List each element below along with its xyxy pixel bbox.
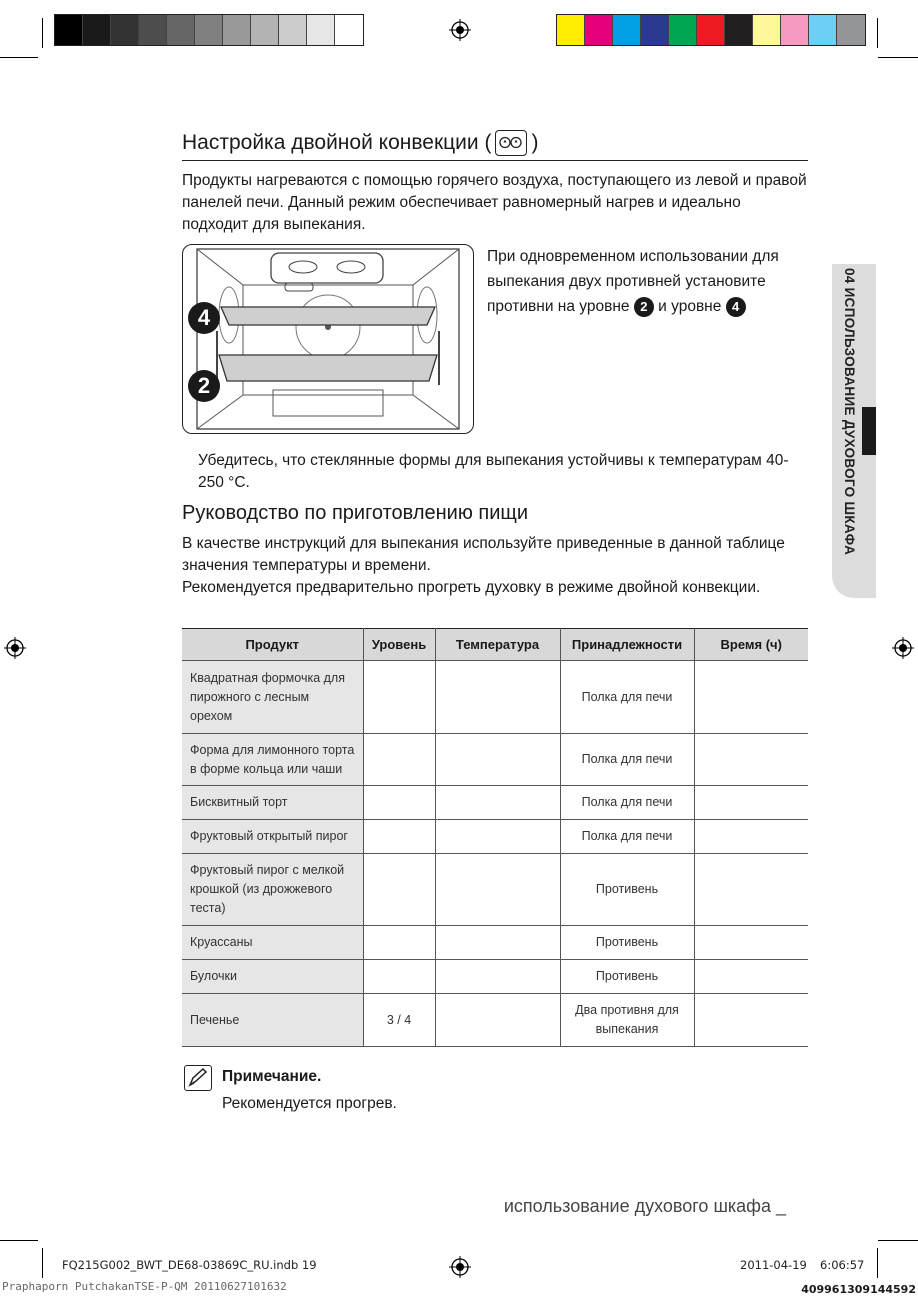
crop-mark	[42, 1248, 43, 1278]
operator-slug: Praphaporn PutchakanTSE-P-QM 20110627101632	[2, 1280, 287, 1293]
table-row	[182, 734, 808, 786]
color-swatch	[279, 15, 307, 45]
color-swatch	[697, 15, 725, 45]
section-title-close: )	[531, 131, 539, 154]
crop-mark	[0, 57, 38, 58]
time-cell	[694, 960, 808, 994]
print-time: 6:06:57	[820, 1258, 865, 1272]
level-2-badge: 2	[188, 370, 220, 402]
table-row	[182, 820, 808, 854]
temp-cell	[435, 786, 560, 820]
accessory-cell: Противень	[560, 854, 694, 926]
table-header: Время (ч)	[694, 629, 808, 661]
guide-text-1: В качестве инструкций для выпекания используйте приведенные в данной таблице значения температуры и времени.	[182, 535, 785, 574]
table-header-row	[182, 629, 808, 661]
temp-cell	[435, 820, 560, 854]
level-cell	[363, 926, 435, 960]
chapter-tab-label: 04 ИСПОЛЬЗОВАНИЕ ДУХОВОГО ШКАФА	[842, 268, 857, 556]
time-cell	[694, 820, 808, 854]
temp-cell	[435, 661, 560, 734]
accessory-cell: Противень	[560, 960, 694, 994]
note-title: Примечание.	[222, 1068, 322, 1085]
cooking-table	[182, 628, 808, 1047]
temp-cell	[435, 960, 560, 994]
level-b-badge: 4	[726, 297, 746, 317]
color-swatch	[251, 15, 279, 45]
accessory-cell: Два противня для выпекания	[560, 994, 694, 1047]
gray-swatch-strip	[54, 14, 364, 46]
crop-mark	[42, 18, 43, 48]
accessory-cell: Полка для печи	[560, 661, 694, 734]
registration-mark-icon	[4, 637, 26, 659]
crop-mark	[0, 1240, 38, 1241]
page-footer-label: использование духового шкафа _	[503, 1196, 786, 1216]
file-slug: FQ215G002_BWT_DE68-03869C_RU.indb 19	[62, 1258, 317, 1272]
color-swatch	[335, 15, 363, 45]
color-swatch	[641, 15, 669, 45]
table-header: Уровень	[363, 629, 435, 661]
intro-paragraph: Продукты нагреваются с помощью горячего воздуха, поступающего из левой и правой панелей печи. Данный режим обеспечивает равномерный нагрев и идеально подходит для выпекания.	[182, 172, 807, 233]
accessory-cell: Противень	[560, 926, 694, 960]
table-row	[182, 786, 808, 820]
color-swatch	[585, 15, 613, 45]
note-text: Рекомендуется прогрев.	[222, 1095, 397, 1112]
temp-cell	[435, 734, 560, 786]
tray-levels-text-1: При одновременном использовании для выпекания двух противней установите противни на уровне	[487, 248, 779, 315]
crop-mark	[877, 1248, 878, 1278]
product-cell: Форма для лимонного торта в форме кольца или чаши	[182, 734, 363, 786]
accessory-cell: Полка для печи	[560, 820, 694, 854]
product-cell: Фруктовый пирог с мелкой крошкой (из дрожжевого теста)	[182, 854, 363, 926]
color-swatch	[613, 15, 641, 45]
guide-text	[182, 533, 808, 599]
table-row	[182, 661, 808, 734]
table-row	[182, 994, 808, 1047]
level-cell	[363, 960, 435, 994]
time-cell	[694, 786, 808, 820]
table-row	[182, 926, 808, 960]
color-swatch	[781, 15, 809, 45]
temp-cell	[435, 854, 560, 926]
color-swatch	[809, 15, 837, 45]
guide-text-2: Рекомендуется предварительно прогреть духовку в режиме двойной конвекции.	[182, 579, 761, 596]
time-cell	[694, 854, 808, 926]
color-swatch	[195, 15, 223, 45]
level-cell	[363, 734, 435, 786]
registration-mark-icon	[892, 637, 914, 659]
registration-mark-icon	[449, 19, 471, 41]
time-cell	[694, 661, 808, 734]
temp-cell	[435, 926, 560, 960]
product-cell: Бисквитный торт	[182, 786, 363, 820]
crop-mark	[877, 18, 878, 48]
product-cell: Квадратная формочка для пирожного с лесным орехом	[182, 661, 363, 734]
accessory-cell: Полка для печи	[560, 734, 694, 786]
table-header: Продукт	[182, 629, 363, 661]
level-4-badge: 4	[188, 302, 220, 334]
color-swatch	[167, 15, 195, 45]
color-swatch-strip	[556, 14, 866, 46]
color-swatch	[223, 15, 251, 45]
color-swatch	[111, 15, 139, 45]
color-swatch	[753, 15, 781, 45]
color-swatch	[557, 15, 585, 45]
product-cell: Круассаны	[182, 926, 363, 960]
registration-mark-icon	[449, 1256, 471, 1278]
level-cell	[363, 786, 435, 820]
time-cell	[694, 926, 808, 960]
table-header: Температура	[435, 629, 560, 661]
color-swatch	[307, 15, 335, 45]
level-cell	[363, 854, 435, 926]
product-cell: Булочки	[182, 960, 363, 994]
level-a-badge: 2	[634, 297, 654, 317]
color-swatch	[725, 15, 753, 45]
color-swatch	[669, 15, 697, 45]
product-cell: Печенье	[182, 994, 363, 1047]
level-cell	[363, 661, 435, 734]
crop-mark	[878, 57, 918, 58]
oven-drawing	[183, 245, 473, 433]
color-swatch	[139, 15, 167, 45]
section-title-text: Настройка двойной конвекции (	[182, 131, 492, 154]
table-row	[182, 854, 808, 926]
time-cell	[694, 994, 808, 1047]
barcode-number: 409961309144592	[801, 1283, 916, 1296]
level-cell	[363, 820, 435, 854]
glass-note: Убедитесь, что стеклянные формы для выпекания устойчивы к температурам 40-250 °C.	[198, 452, 789, 491]
section-title	[182, 130, 808, 161]
accessory-cell: Полка для печи	[560, 786, 694, 820]
oven-illustration	[182, 244, 474, 434]
tray-levels-text-2: и уровне	[658, 298, 722, 315]
table-header: Принадлежности	[560, 629, 694, 661]
tray-levels-instruction	[487, 244, 797, 319]
crop-mark	[878, 1240, 918, 1241]
time-cell	[694, 734, 808, 786]
note-pencil-icon	[184, 1065, 212, 1091]
product-cell: Фруктовый открытый пирог	[182, 820, 363, 854]
print-date: 2011-04-19	[740, 1258, 807, 1272]
dual-convection-icon	[495, 130, 527, 156]
guide-title: Руководство по приготовлению пищи	[182, 502, 529, 524]
table-row	[182, 960, 808, 994]
color-swatch	[837, 15, 865, 45]
temp-cell	[435, 994, 560, 1047]
level-cell: 3 / 4	[363, 994, 435, 1047]
color-swatch	[83, 15, 111, 45]
color-swatch	[55, 15, 83, 45]
